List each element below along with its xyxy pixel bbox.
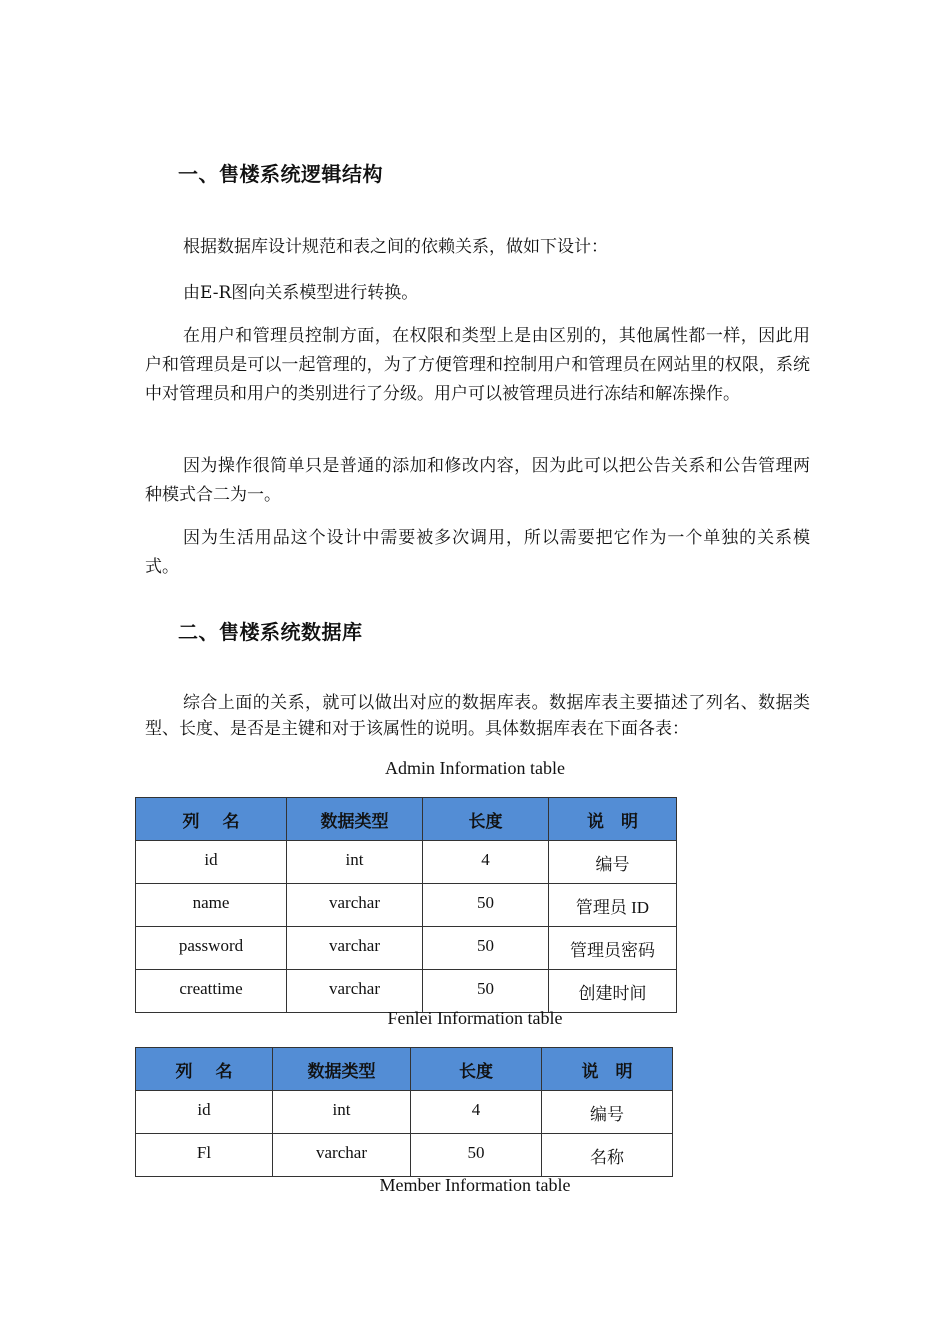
cell-description: 创建时间	[549, 970, 677, 1013]
cell-length: 50	[423, 884, 549, 927]
cell-length: 50	[411, 1134, 542, 1177]
cell-column-name: creattime	[136, 970, 287, 1013]
paragraph-er-conversion: 由E-R图向关系模型进行转换。	[183, 283, 419, 303]
cell-description: 管理员 ID	[549, 884, 677, 927]
paragraph-announcement-merge: 因为操作很简单只是普通的添加和修改内容，因为此可以把公告关系和公告管理两种模式合二为一。	[145, 456, 810, 505]
header-data-type: 数据类型	[273, 1048, 411, 1091]
header-description: 说 明	[549, 798, 677, 841]
cell-column-name: name	[136, 884, 287, 927]
cell-data-type: varchar	[273, 1134, 411, 1177]
table-row	[136, 1091, 673, 1134]
table-row	[136, 970, 677, 1013]
table-row	[136, 841, 677, 884]
header-data-type: 数据类型	[287, 798, 423, 841]
table-row	[136, 1134, 673, 1177]
table-row	[136, 927, 677, 970]
section-heading-database: 二、售楼系统数据库	[178, 620, 363, 644]
table-header-row	[136, 1048, 673, 1091]
cell-data-type: varchar	[287, 970, 423, 1013]
cell-length: 50	[423, 970, 549, 1013]
cell-length: 50	[423, 927, 549, 970]
cell-data-type: int	[287, 841, 423, 884]
header-length: 长度	[423, 798, 549, 841]
paragraph-user-admin-control: 在用户和管理员控制方面，在权限和类型上是由区别的，其他属性都一样，因此用户和管理员是可以一起管理的，为了方便管理和控制用户和管理员在网站里的权限，系统中对管理员和用户的类别进行了分级。用户可以被管理员进行冻结和解冻操作。	[145, 326, 810, 404]
cell-description: 编号	[542, 1091, 673, 1134]
paragraph-database-intro: 综合上面的关系，就可以做出对应的数据库表。数据库表主要描述了列名、数据类型、长度、是否是主键和对于该属性的说明。具体数据库表在下面各表：	[145, 693, 810, 739]
cell-description: 名称	[542, 1134, 673, 1177]
table-caption-admin: Admin Information table	[385, 758, 565, 778]
cell-column-name: Fl	[136, 1134, 273, 1177]
table-row	[136, 884, 677, 927]
fenlei-information-table	[135, 1047, 673, 1177]
cell-data-type: varchar	[287, 884, 423, 927]
cell-column-name: id	[136, 1091, 273, 1134]
cell-length: 4	[423, 841, 549, 884]
header-length: 长度	[411, 1048, 542, 1091]
cell-description: 编号	[549, 841, 677, 884]
table-caption-member: Member Information table	[379, 1175, 571, 1195]
cell-length: 4	[411, 1091, 542, 1134]
header-column-name: 列 名	[136, 1048, 273, 1091]
table-caption-fenlei: Fenlei Information table	[387, 1008, 563, 1028]
admin-information-table	[135, 797, 677, 1013]
paragraph-daily-goods: 因为生活用品这个设计中需要被多次调用，所以需要把它作为一个单独的关系模式。	[145, 528, 810, 577]
cell-description: 管理员密码	[549, 927, 677, 970]
section-heading-logical-structure: 一、售楼系统逻辑结构	[178, 162, 383, 186]
cell-column-name: password	[136, 927, 287, 970]
cell-column-name: id	[136, 841, 287, 884]
cell-data-type: int	[273, 1091, 411, 1134]
paragraph-design-basis: 根据数据库设计规范和表之间的依赖关系，做如下设计：	[183, 237, 608, 257]
header-description: 说 明	[542, 1048, 673, 1091]
header-column-name: 列 名	[136, 798, 287, 841]
cell-data-type: varchar	[287, 927, 423, 970]
table-header-row	[136, 798, 677, 841]
